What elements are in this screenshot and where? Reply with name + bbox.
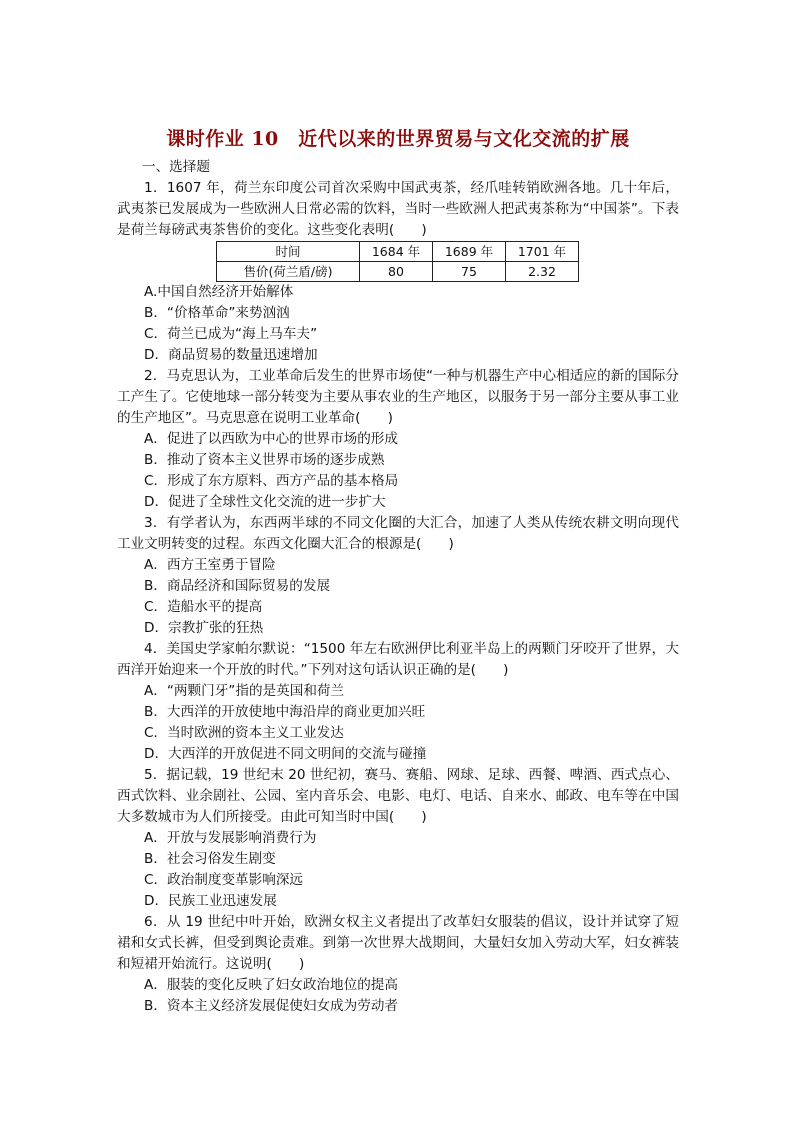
option-c: C．造船水平的提高 — [144, 599, 263, 615]
option-d: D．宗教扩张的狂热 — [144, 620, 264, 636]
option-d: D．民族工业迅速发展 — [144, 893, 277, 909]
page-title: 课时作业 10 近代以来的世界贸易与文化交流的扩展 — [166, 128, 630, 150]
price-table — [216, 241, 579, 282]
option-b: B．“价格革命”来势汹汹 — [144, 305, 290, 321]
option-a: A．西方王室勇于冒险 — [144, 557, 276, 573]
question-stem: 6．从 19 世纪中叶开始，欧洲女权主义者提出了改革妇女服装的倡议，设计并试穿了短裙和女式长裤，但受到舆论责难。到第一次世界大战期间，大量妇女加入劳动大军，妇女裤装和短裙开始流行。这说明( ) — [117, 914, 679, 972]
option-b: B．大西洋的开放使地中海沿岸的商业更加兴旺 — [144, 704, 426, 720]
table-header-cell: 1689 年 — [433, 242, 506, 262]
table-header-cell: 时间 — [217, 242, 360, 262]
option-b: B．推动了资本主义世界市场的逐步成熟 — [144, 452, 385, 468]
question-stem: 2．马克思认为，工业革命后发生的世界市场使“一种与机器生产中心相适应的新的国际分工产生了。它使地球一部分转变为主要从事农业的生产地区，以服务于另一部分主要从事工业的生产地区”。马克思意在说明工业革命( ) — [117, 368, 679, 426]
option-a: A.中国自然经济开始解体 — [144, 284, 294, 300]
option-d: D．促进了全球性文化交流的进一步扩大 — [144, 494, 386, 510]
table-cell: 80 — [360, 262, 433, 282]
table-header-row — [217, 242, 579, 262]
question-stem: 1．1607 年，荷兰东印度公司首次采购中国武夷茶，经爪哇转销欧洲各地。几十年后，武夷茶已发展成为一些欧洲人日常必需的饮料，当时一些欧洲人把武夷茶称为“中国茶”。下表是荷兰每磅武夷茶售价的变化。这些变化表明( ) — [117, 180, 679, 238]
option-a: A．促进了以西欧为中心的世界市场的形成 — [144, 431, 398, 447]
document-body — [117, 157, 679, 1017]
option-a: A．开放与发展影响消费行为 — [144, 830, 317, 846]
option-c: C．形成了东方原料、西方产品的基本格局 — [144, 473, 399, 489]
question-6 — [117, 912, 679, 1017]
question-stem: 5．据记载，19 世纪末 20 世纪初，赛马、赛船、网球、足球、西餐、啤酒、西式点心、西式饮料、业余剧社、公园、室内音乐会、电影、电灯、电话、自来水、邮政、电车等在中国大多数城市为人们所接受。由此可知当时中国( ) — [117, 767, 679, 825]
table-cell: 售价(荷兰盾/磅) — [217, 262, 360, 282]
question-4 — [117, 639, 679, 765]
question-1 — [117, 178, 679, 366]
option-c: C．政治制度变革影响深远 — [144, 872, 304, 888]
option-c: C．荷兰已成为“海上马车夫” — [144, 326, 318, 342]
option-b: B．资本主义经济发展促使妇女成为劳动者 — [144, 998, 399, 1014]
option-a: A．服装的变化反映了妇女政治地位的提高 — [144, 977, 398, 993]
section-heading: 一、选择题 — [142, 159, 210, 175]
question-stem: 3．有学者认为，东西两半球的不同文化圈的大汇合，加速了人类从传统农耕文明向现代工业文明转变的过程。东西文化圈大汇合的根源是( ) — [117, 515, 679, 552]
question-5 — [117, 765, 679, 912]
table-cell: 75 — [433, 262, 506, 282]
table-row — [217, 262, 579, 282]
table-header-cell: 1684 年 — [360, 242, 433, 262]
question-stem: 4．美国史学家帕尔默说：“1500 年左右欧洲伊比利亚半岛上的两颗门牙咬开了世界，大西洋开始迎来一个开放的时代。”下列对这句话认识正确的是( ) — [117, 641, 679, 678]
option-b: B．社会习俗发生剧变 — [144, 851, 276, 867]
table-header-cell: 1701 年 — [506, 242, 579, 262]
option-a: A．“两颗门牙”指的是英国和荷兰 — [144, 683, 345, 699]
option-d: D．商品贸易的数量迅速增加 — [144, 347, 318, 363]
option-c: C．当时欧洲的资本主义工业发达 — [144, 725, 344, 741]
option-d: D．大西洋的开放促进不同文明间的交流与碰撞 — [144, 746, 427, 762]
question-3 — [117, 513, 679, 639]
question-2 — [117, 366, 679, 513]
table-cell: 2.32 — [506, 262, 579, 282]
option-b: B．商品经济和国际贸易的发展 — [144, 578, 331, 594]
